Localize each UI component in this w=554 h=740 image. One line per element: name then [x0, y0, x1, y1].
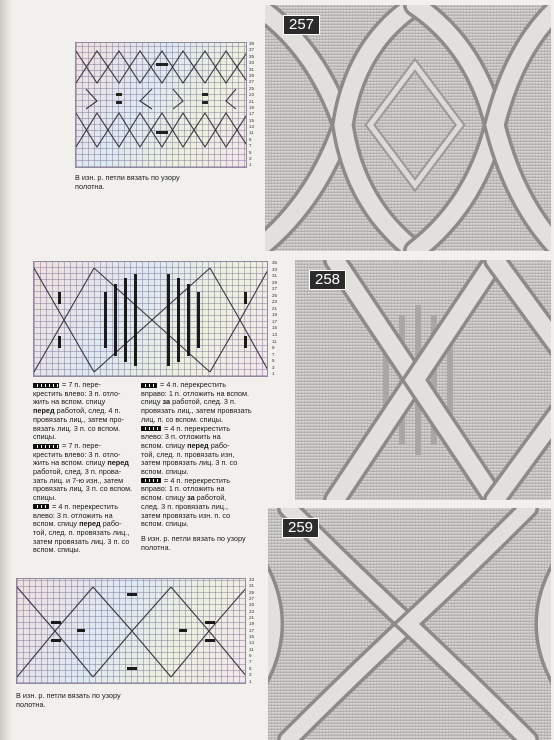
legend-item-cross-7-left-a: = 7 п. пере- крестить влево: 3 п. отло- жить на вспом. спицу перед работой, след. 4 п. провязать лиц., затем про- вязать лиц. 3 п. со вспом. спицы.	[33, 380, 124, 442]
chart-259-row-numbers: 33 31 29 27 25 23 21 19 17 15 13 11 9 7 5 3 1	[249, 577, 255, 684]
legend-left	[33, 381, 145, 555]
page-binding-shadow	[0, 0, 14, 740]
chart-258-symbols	[34, 262, 268, 377]
legend-item-cross-7-left-b: = 7 п. пере- крестить влево: 3 п. отло- жить на вспом. спицу перед работой, след. 3 п. прова- зать лиц. и 7-ю изн., затем провязать лиц. 3 п. со вспом. спицы.	[33, 440, 133, 503]
chart-259-symbols	[17, 579, 246, 684]
chart-258-row-numbers: 35 33 31 29 27 25 23 21 19 17 15 13 11 9 7 5 3 1	[272, 260, 278, 377]
chart-258	[33, 261, 268, 377]
chart-257-row-numbers: 39 37 35 33 31 29 27 25 23 21 19 17 15 13 11 9 7 5 3 1	[249, 41, 255, 168]
chart-259	[16, 578, 246, 684]
pattern-number-badge-258: 258	[309, 270, 346, 290]
pattern-258-note: В изн. р. петли вязать по узору полотна.	[141, 533, 246, 552]
cable-4-left-purl-symbol	[141, 426, 161, 431]
pattern-number-badge-257: 257	[283, 15, 320, 35]
cable-7-left-symbol	[33, 383, 59, 388]
legend-item-cross-4-left-purl: = 4 п. перекрестить влево: 3 п. отложить на вспом. спицу перед рабо- той, след. п. провязать изн, затем провязать лиц. 3 п. со вспом. спицы.	[141, 423, 238, 477]
legend-item-cross-4-right: = 4 п. перекрестить вправо: 1 п. отложить на вспом. спицу за работой, след. 3 п. провязать лиц., затем провязать лиц. п. со вспом. спицы.	[141, 380, 252, 424]
legend-item-cross-4-left: = 4 п. перекрестить влево: 3 п. отложить на вспом. спицу перед рабо- той, след. п. провязать лиц., затем провязать лиц. 3 п. со вспом. спицы.	[33, 501, 130, 555]
pattern-257-note: В изн. р. петли вязать по узору полотна.	[75, 173, 180, 191]
swatch-photo-258	[295, 260, 551, 500]
cable-4-right-purl-symbol	[141, 478, 161, 483]
cable-7-left-purl-symbol	[33, 444, 59, 449]
cable-4-right-symbol	[141, 383, 157, 388]
swatch-258-cables	[295, 260, 551, 500]
swatch-photo-257	[265, 5, 551, 251]
pattern-number-badge-259: 259	[282, 518, 319, 538]
chart-257	[75, 42, 247, 168]
chart-257-symbols	[76, 43, 247, 168]
swatch-257-cables	[265, 5, 551, 251]
swatch-photo-259	[268, 508, 551, 740]
cable-4-left-symbol	[33, 504, 49, 509]
pattern-259-note: В изн. р. петли вязать по узору полотна.	[16, 691, 121, 709]
legend-item-cross-4-right-purl: = 4 п. перекрестить вправо: 1 п. отложить на вспом. спицу за работой, след. 3 п. провязать лиц., затем провязать изн. п. со вспом. спицы.	[141, 475, 231, 529]
swatch-259-cables	[268, 508, 551, 740]
legend-right	[141, 381, 269, 552]
